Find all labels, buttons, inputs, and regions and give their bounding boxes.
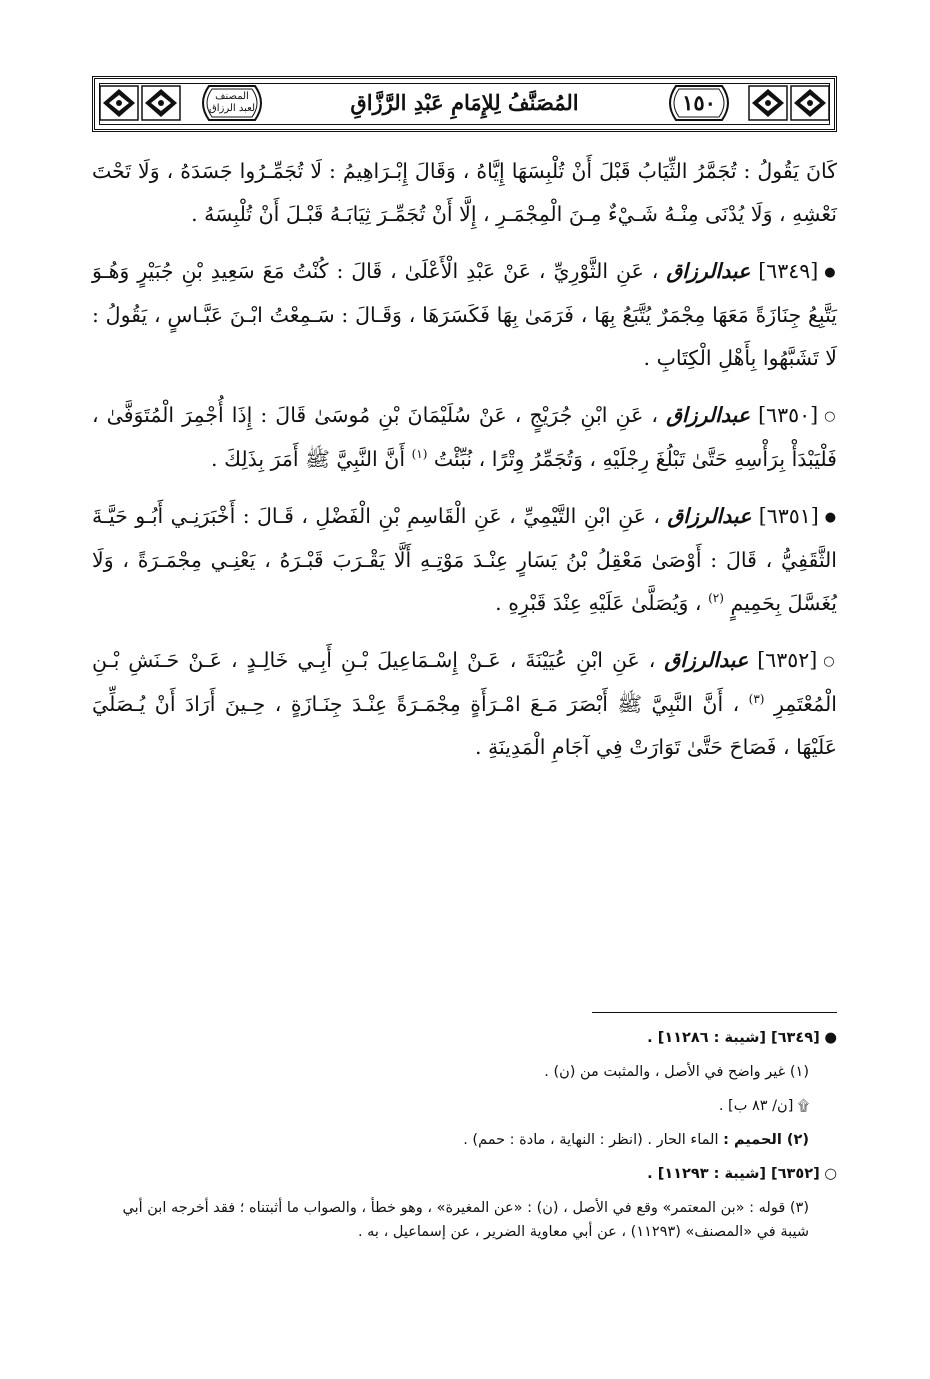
page-number: ١٥٠ <box>682 90 716 115</box>
hadith-number: [٦٣٥٢] <box>757 648 818 672</box>
hadith-6350 <box>92 394 837 481</box>
footnote-2 <box>92 1128 837 1152</box>
book-logo-line-1: المصنف <box>215 91 249 102</box>
book-logo <box>195 84 269 122</box>
footnote-ref[interactable]: (٢) <box>708 591 724 606</box>
hadith-6352 <box>92 639 837 769</box>
main-text <box>92 150 837 783</box>
book-logo-line-2: لعبد الرزاق <box>208 103 256 114</box>
hadith-number: [٦٣٥٠] <box>758 403 819 427</box>
footnote-term: (٢) الحميم : <box>723 1132 809 1148</box>
footnote-ref[interactable]: (١) <box>411 447 428 462</box>
hadith-text: ، عَنِ ابْنِ عُيَيْنَةَ ، عَـنْ إِسْـمَاعِيلَ بْـنِ أَبِـي خَالِـدٍ ، عَـنْ حَـنَشِ بْـنِ الْمُعْتَمِرِ <box>92 648 837 716</box>
filled-circle-icon: ● <box>824 510 838 525</box>
running-title: المُصَنَّفُ لِلإِمَامِ عَبْدِ الرَّزَّاقِ <box>350 90 579 115</box>
hollow-circle-icon: ○ <box>824 1166 837 1182</box>
footnote-ref[interactable]: (٣) <box>748 692 765 707</box>
hadith-text: ، أَنَّ النَّبِيَّ ﷺ أَبْصَرَ مَـعَ امْـرَأَةٍ مِجْمَـرَةً عِنْـدَ جِنَـازَةٍ ، حِـينَ أَرَادَ أَنْ يُـصَلِّيَ عَلَيْهَا ، فَصَاحَ حَتَّىٰ تَوَارَتْ فِي آجَامِ الْمَدِينَةِ . <box>92 692 837 759</box>
ornament-icon <box>748 85 788 121</box>
narrator-name: عبدالرزاق <box>664 648 749 672</box>
ornament-icon <box>790 85 830 121</box>
footnotes <box>92 1026 837 1246</box>
paragraph-text: كَانَ يَقُولُ : تُجَمَّرُ الثِّيَابُ قَبْلَ أَنْ تُلْبِسَهَا إِيَّاهُ ، وَقَالَ إِبْـرَاهِيمُ : لَا تُجَمِّـرُوا جَسَدَهُ ، وَلَا تَحْتَ نَعْشِهِ ، وَلَا يُدْنَى مِنْـهُ شَـيْءٌ مِـنَ الْمِجْمَـرِ ، إِلَّا أَنْ تُجَمِّـرَ ثِيَابَـهُ قَبْـلَ أَنْ تُلْبِسَهُ . <box>92 159 837 226</box>
paragraph-continuation <box>92 150 837 236</box>
hadith-number: [٦٣٥١] <box>758 504 819 528</box>
footnote-source <box>92 1162 837 1186</box>
ornament-icon <box>99 85 139 121</box>
footnote-3 <box>92 1196 837 1244</box>
manuscript-mark-icon: ۩ <box>797 1098 809 1114</box>
page-header <box>92 76 837 132</box>
hadith-text: ، وَيُصَلَّىٰ عَلَيْهِ عِنْدَ قَبْرِهِ . <box>495 591 702 615</box>
hadith-text: ، عَنِ ابْنِ جُرَيْجٍ ، عَنْ سُلَيْمَانَ بْنِ مُوسَىٰ قَالَ : إِذَا أُجْمِرَ الْمُتَوَفَّىٰ ، فَلْيَبْدَأْ بِرَأْسِهِ حَتَّىٰ تَبْلُغَ رِجْلَيْهِ ، وَتُجَمِّرُ وِتْرًا ، نُبِّئْتُ <box>92 403 837 471</box>
hadith-text: ، عَنِ ابْنِ التَّيْمِيِّ ، عَنِ الْقَاسِمِ بْنِ الْفَضْلِ ، قَـالَ : أَخْبَرَنِـي أَبُـو حَيَّـةَ الثَّقَفِيُّ ، قَالَ : أَوْصَىٰ مَعْقِلُ بْنُ يَسَارٍ عِنْـدَ مَوْتِـهِ أَلَّا يَقْـرَبَ قَبْـرَهُ ، يَعْنِـي مِجْمَـرَةً ، وَلَا يُغَسَّلَ بِحَمِيمٍ <box>92 504 837 615</box>
footnote-text: (٣) قوله : «بن المعتمر» وقع في الأصل ، (ن) : «عن المغيرة» ، وهو خطأ ، والصواب ما أثبتناه ؛ فقد أخرجه ابن أبي شيبة في «المصنف» (١١٢٩٣) ، عن أبي معاوية الضرير ، عن إسماعيل ، به . <box>122 1200 809 1240</box>
hadith-text: ، عَنِ الثَّوْرِيِّ ، عَنْ عَبْدِ الْأَعْلَىٰ ، قَالَ : كُنْتُ مَعَ سَعِيدِ بْنِ جُبَيْرٍ وَهُـوَ يَتَّبِعُ جِنَازَةً مَعَهَا مِجْمَرٌ يُتَّبَعُ بِهَا ، فَرَمَىٰ بِهَا فَكَسَرَهَا ، وَقَـالَ : سَـمِعْتُ ابْـنَ عَبَّـاسٍ ، يَقُولُ : لَا تَشَبَّهُوا بِأَهْلِ الْكِتَابِ . <box>92 259 837 370</box>
footnote-text: (١) غير واضح في الأصل ، والمثبت من (ن) . <box>544 1064 809 1080</box>
footnote-divider <box>592 1012 837 1013</box>
footnote-1 <box>92 1060 837 1084</box>
hadith-text: أَنَّ النَّبِيَّ ﷺ أَمَرَ بِذَلِكَ . <box>211 447 406 471</box>
footnote-text: [٦٣٤٩] [شيبة : ١١٢٨٦] . <box>647 1030 820 1046</box>
footnote-text: [ن/ ٨٣ ب] . <box>718 1098 794 1114</box>
filled-circle-icon: ● <box>824 1030 837 1046</box>
footnote-manuscript-ref <box>92 1094 837 1118</box>
hadith-number: [٦٣٤٩] <box>758 259 819 283</box>
narrator-name: عبدالرزاق <box>667 504 752 528</box>
footnote-text: الماء الحار . (انظر : النهاية ، مادة : حمم) . <box>463 1132 719 1148</box>
hadith-6349 <box>92 250 837 380</box>
narrator-name: عبدالرزاق <box>666 403 750 427</box>
narrator-name: عبدالرزاق <box>666 259 751 283</box>
filled-circle-icon: ● <box>824 265 837 280</box>
ornament-icon <box>141 85 181 121</box>
footnote-text: [٦٣٥٢] [شيبة : ١١٢٩٣] . <box>647 1166 820 1182</box>
hadith-6351 <box>92 495 837 625</box>
hollow-circle-icon: ○ <box>823 654 837 669</box>
footnote-source <box>92 1026 837 1050</box>
hollow-circle-icon: ○ <box>824 409 837 424</box>
